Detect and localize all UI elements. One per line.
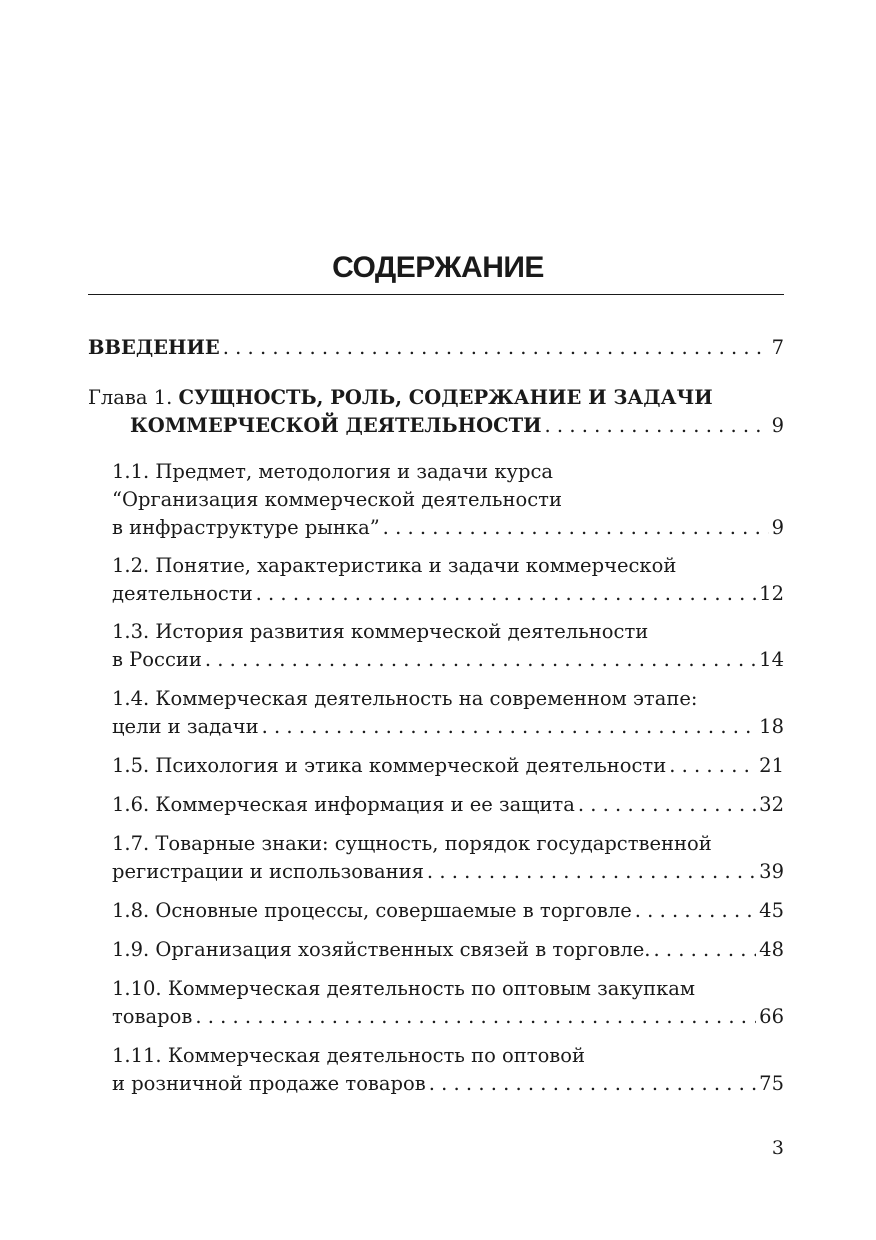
toc-entry-1-7[interactable] [112, 858, 784, 886]
toc-entry-introduction[interactable] [88, 334, 784, 362]
toc-page-number: 14 [759, 648, 784, 671]
toc-entry-title: “Организация коммерческой деятельности [112, 488, 562, 511]
toc-leader-dots [427, 858, 756, 886]
toc-entry-title: цели и задачи [112, 715, 259, 738]
toc-entry-title: деятельности [112, 582, 253, 605]
chapter-title-line: КОММЕРЧЕСКОЙ ДЕЯТЕЛЬНОСТИ [130, 414, 542, 437]
toc-leader-dots [256, 580, 757, 608]
toc-entry-title: 1.6. Коммерческая информация и ее защита [112, 793, 575, 816]
toc-entry-1-6[interactable] [112, 791, 784, 819]
toc-chapter-heading-line[interactable] [88, 384, 713, 412]
toc-entry-1-2-line[interactable] [112, 552, 676, 580]
toc-leader-dots [578, 791, 756, 819]
chapter-prefix: Глава 1. [88, 386, 173, 409]
toc-page-number: 21 [759, 754, 784, 777]
toc-page-number: 12 [759, 582, 784, 605]
toc-entry-1-4[interactable] [112, 713, 784, 741]
page-title: СОДЕРЖАНИЕ [332, 251, 544, 284]
toc-entry-title: 1.11. Коммерческая деятельность по оптовой [112, 1044, 586, 1067]
toc-entry-1-3[interactable] [112, 646, 784, 674]
toc-entry-1-5[interactable] [112, 752, 784, 780]
title-rule [88, 294, 784, 295]
toc-entry-title: 1.5. Психология и этика коммерческой деятельности [112, 754, 667, 777]
toc-entry-1-10[interactable] [112, 1003, 784, 1031]
toc-leader-dots [653, 936, 756, 964]
toc-entry-1-10-line[interactable] [112, 975, 695, 1003]
chapter-title-line: СУЩНОСТЬ, РОЛЬ, СОДЕРЖАНИЕ И ЗАДАЧИ [178, 386, 713, 409]
toc-leader-dots [383, 514, 769, 542]
toc-entry-1-3-line[interactable] [112, 618, 648, 646]
toc-entry-title: ВВЕДЕНИЕ [88, 336, 220, 359]
toc-entry-1-1-line[interactable] [112, 486, 562, 514]
toc-entry-title: товаров [112, 1005, 193, 1028]
toc-entry-1-11-line[interactable] [112, 1042, 585, 1070]
toc-entry-1-11[interactable] [112, 1070, 784, 1098]
toc-entry-title: регистрации и использования [112, 860, 424, 883]
toc-leader-dots [223, 334, 769, 362]
toc-leader-dots [195, 1003, 756, 1031]
toc-entry-title: и розничной продаже товаров [112, 1072, 426, 1095]
toc-entry-title: 1.10. Коммерческая деятельность по оптовым закупкам [112, 977, 696, 1000]
toc-entry-1-7-line[interactable] [112, 830, 712, 858]
toc-entry-title: 1.2. Понятие, характеристика и задачи коммерческой [112, 554, 677, 577]
toc-page-number: 39 [759, 860, 784, 883]
toc-entry-title: в инфраструктуре рынка” [112, 516, 380, 539]
toc-entry-chapter-1[interactable] [130, 412, 784, 440]
toc-page-number: 75 [759, 1072, 784, 1095]
toc-entry-1-4-line[interactable] [112, 685, 697, 713]
toc-entry-title: 1.7. Товарные знаки: сущность, порядок государственной [112, 832, 712, 855]
toc-page-number: 32 [759, 793, 784, 816]
toc-page-number: 9 [771, 414, 784, 437]
toc-page-number: 18 [759, 715, 784, 738]
toc-leader-dots [635, 897, 756, 925]
toc-page-number: 66 [759, 1005, 784, 1028]
toc-leader-dots [669, 752, 756, 780]
toc-entry-title: 1.3. История развития коммерческой деятельности [112, 620, 649, 643]
toc-entry-title: 1.8. Основные процессы, совершаемые в торговле [112, 899, 632, 922]
toc-entry-title: в России [112, 648, 202, 671]
toc-entry-1-1[interactable] [112, 514, 784, 542]
toc-entry-1-8[interactable] [112, 897, 784, 925]
toc-entry-1-2[interactable] [112, 580, 784, 608]
toc-page-number: 7 [771, 336, 784, 359]
toc-leader-dots [205, 646, 756, 674]
toc-entry-title: 1.4. Коммерческая деятельность на современном этапе: [112, 687, 698, 710]
toc-page-number: 45 [759, 899, 784, 922]
toc-leader-dots [429, 1070, 756, 1098]
toc-entry-title: 1.1. Предмет, методология и задачи курса [112, 460, 554, 483]
toc-entry-title: 1.9. Организация хозяйственных связей в торговле. [112, 938, 651, 961]
toc-page-number: 9 [771, 516, 784, 539]
toc-leader-dots [545, 412, 769, 440]
page-number: 3 [771, 1137, 784, 1159]
toc-entry-1-9[interactable] [112, 936, 784, 964]
toc-page-number: 48 [759, 938, 784, 961]
toc-entry-1-1-line[interactable] [112, 458, 553, 486]
toc-leader-dots [262, 713, 757, 741]
